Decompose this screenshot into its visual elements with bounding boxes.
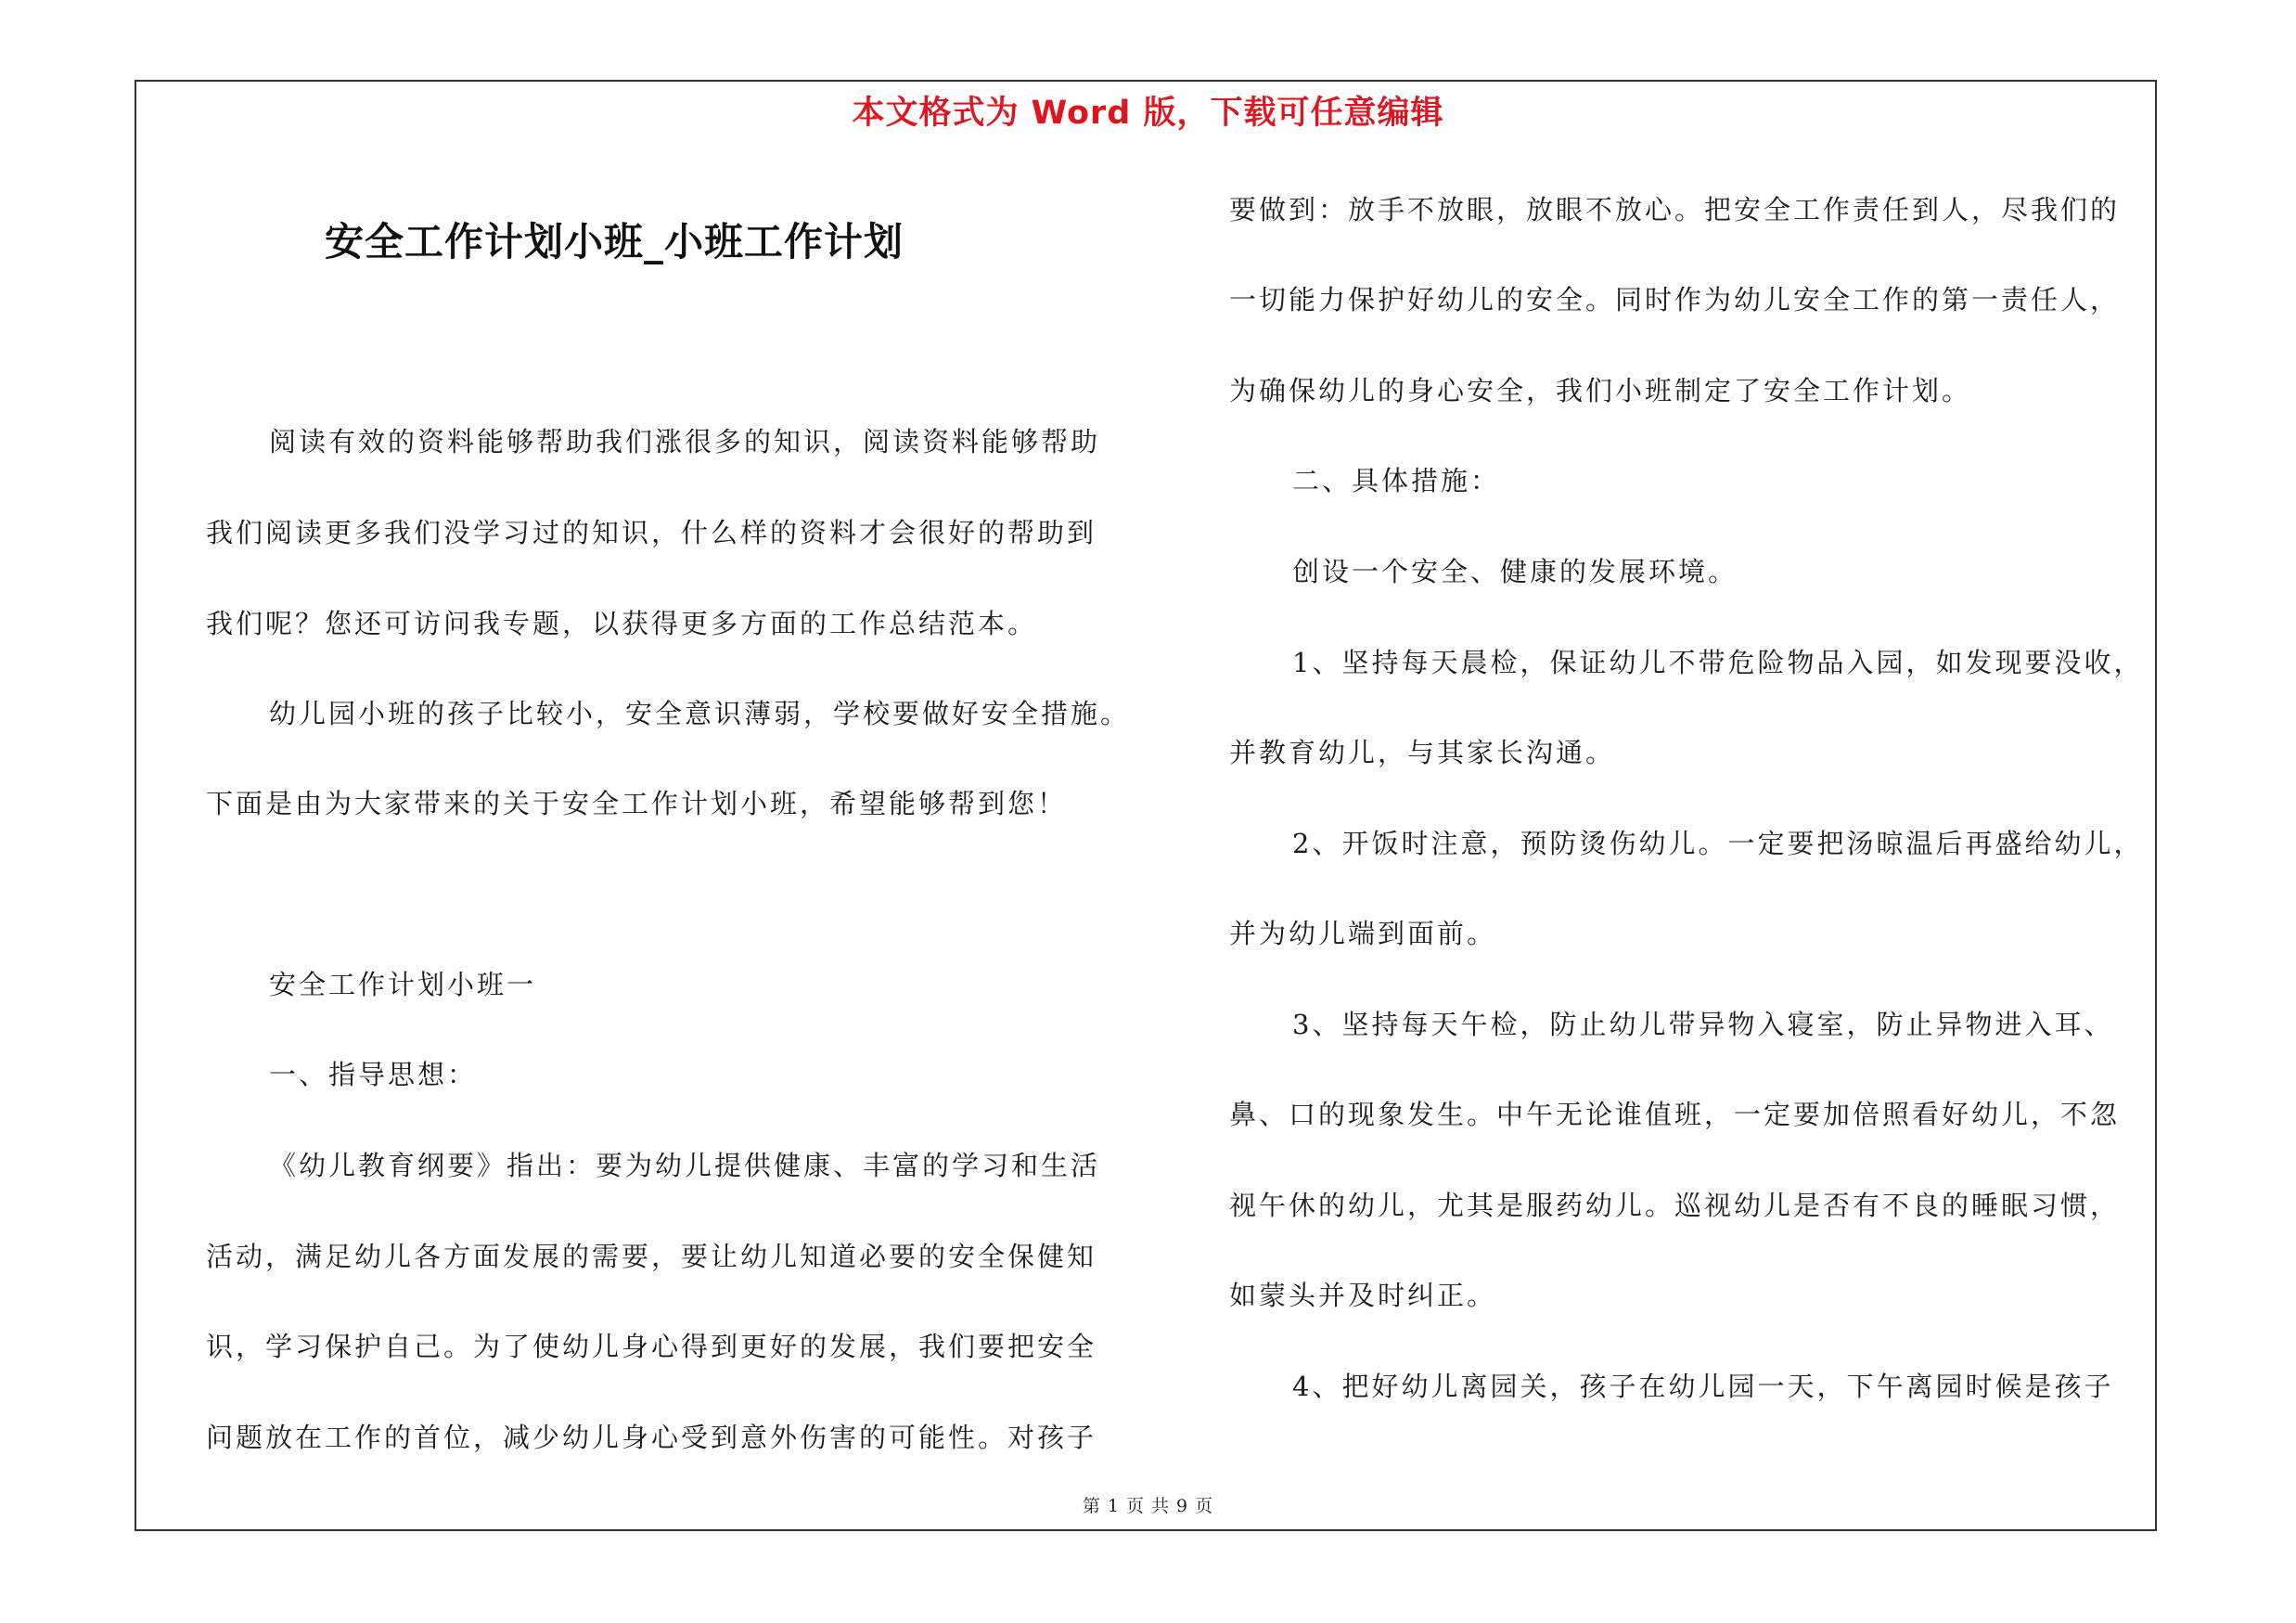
- subsection-heading: 一、指导思想：: [269, 1059, 478, 1090]
- paragraph-line: 1、坚持每天晨检，保证幼儿不带危险物品入园，如发现要没收，: [1292, 647, 2144, 678]
- paragraph-line: 活动，满足幼儿各方面发展的需要，要让幼儿知道必要的安全保健知: [206, 1241, 1097, 1272]
- paragraph-line: 识，学习保护自己。为了使幼儿身心得到更好的发展，我们要把安全: [206, 1331, 1097, 1362]
- paragraph-line: 并为幼儿端到面前。: [1229, 918, 1497, 949]
- paragraph-line: 我们呢？您还可访问我专题，以获得更多方面的工作总结范本。: [206, 608, 1038, 639]
- paragraph-line: 鼻、口的现象发生。中午无论谁值班，一定要加倍照看好幼儿，不忽: [1229, 1099, 2121, 1130]
- paragraph-line: 幼儿园小班的孩子比较小，安全意识薄弱，学校要做好安全措施。: [269, 698, 1131, 729]
- paragraph-line: 4、把好幼儿离园关，孩子在幼儿园一天，下午离园时候是孩子: [1292, 1371, 2114, 1402]
- paragraph-line: 为确保幼儿的身心安全，我们小班制定了安全工作计划。: [1229, 375, 1972, 406]
- paragraph-line: 并教育幼儿，与其家长沟通。: [1229, 737, 1616, 768]
- paragraph-line: 我们阅读更多我们没学习过的知识，什么样的资料才会很好的帮助到: [206, 517, 1097, 548]
- paragraph-line: 视午休的幼儿，尤其是服药幼儿。巡视幼儿是否有不良的睡眠习惯，: [1229, 1190, 2121, 1221]
- paragraph-line: 阅读有效的资料能够帮助我们涨很多的知识，阅读资料能够帮助: [269, 426, 1101, 457]
- editable-notice-banner: 本文格式为 Word 版，下载可任意编辑: [852, 95, 1444, 132]
- paragraph-line: 2、开饭时注意，预防烫伤幼儿。一定要把汤晾温后再盛给幼儿，: [1292, 828, 2144, 859]
- paragraph-line: 要做到：放手不放眼，放眼不放心。把安全工作责任到人，尽我们的: [1229, 194, 2121, 225]
- paragraph-line: 3、坚持每天午检，防止幼儿带异物入寝室，防止异物进入耳、: [1292, 1009, 2114, 1040]
- paragraph-line: 创设一个安全、健康的发展环境。: [1292, 556, 1738, 587]
- section-heading: 安全工作计划小班一: [269, 969, 537, 1000]
- paragraph-line: 一切能力保护好幼儿的安全。同时作为幼儿安全工作的第一责任人，: [1229, 284, 2121, 316]
- document-title: 安全工作计划小班_小班工作计划: [325, 219, 904, 264]
- paragraph-line: 如蒙头并及时纠正。: [1229, 1280, 1497, 1311]
- subsection-heading: 二、具体措施：: [1292, 465, 1501, 496]
- paragraph-line: 问题放在工作的首位，减少幼儿身心受到意外伤害的可能性。对孩子: [206, 1422, 1097, 1453]
- page-number-footer: 第 1 页 共 9 页: [1082, 1496, 1214, 1516]
- paragraph-line: 《幼儿教育纲要》指出：要为幼儿提供健康、丰富的学习和生活: [269, 1150, 1101, 1181]
- paragraph-line: 下面是由为大家带来的关于安全工作计划小班，希望能够帮到您！: [206, 788, 1068, 819]
